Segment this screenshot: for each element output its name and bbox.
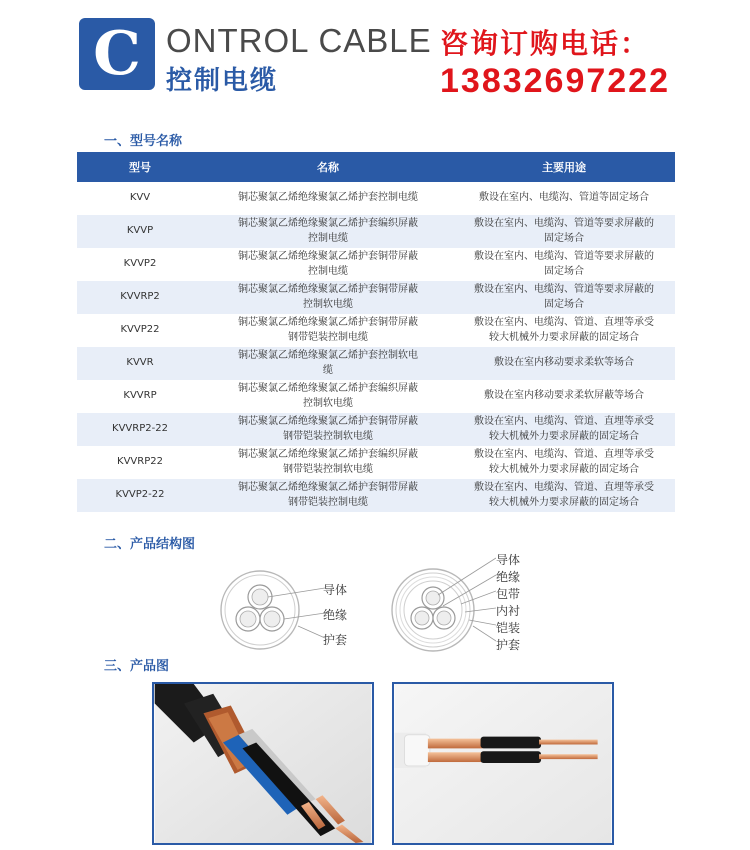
cell-name: 铜芯聚氯乙烯绝缘聚氯乙烯护套铜带屏蔽钢带铠装控制电缆: [203, 314, 453, 347]
cell-model: KVVP2-22: [77, 479, 203, 512]
cell-use: 敷设在室内、电缆沟、管道等固定场合: [453, 182, 675, 215]
cell-name: 铜芯聚氯乙烯绝缘聚氯乙烯护套控制软电缆: [203, 347, 453, 380]
brand-english-name: ONTROL CABLE: [166, 22, 432, 59]
cell-name: 铜芯聚氯乙烯绝缘聚氯乙烯护套编织屏蔽控制电缆: [203, 215, 453, 248]
label-wrapping-tape: 包带: [496, 587, 521, 601]
section-title-models: 一、型号名称: [104, 134, 183, 149]
cell-model: KVVRP: [77, 380, 203, 413]
label-conductor: 导体: [496, 553, 521, 567]
cell-name: 铜芯聚氯乙烯绝缘聚氯乙烯护套控制电缆: [203, 182, 453, 215]
cell-model: KVV: [77, 182, 203, 215]
cell-use: 敷设在室内、电缆沟、管道等要求屏蔽的固定场合: [453, 281, 675, 314]
label-armor: 铠装: [496, 621, 521, 635]
label-conductor: 导体: [323, 583, 348, 597]
cell-model: KVVR: [77, 347, 203, 380]
cell-use: 敷设在室内、电缆沟、管道、直埋等承受较大机械外力要求屏蔽的固定场合: [453, 446, 675, 479]
cell-model: KVVRP2: [77, 281, 203, 314]
cell-use: 敷设在室内移动要求柔软屏蔽等场合: [453, 380, 675, 413]
cell-name: 铜芯聚氯乙烯绝缘聚氯乙烯护套铜带屏蔽钢带铠装控制软电缆: [203, 413, 453, 446]
table-row: [77, 380, 675, 413]
label-insulation: 绝缘: [496, 570, 521, 584]
cable-cross-section-armored: [388, 548, 496, 656]
hotline-label: 咨询订购电话：: [440, 27, 651, 60]
spec-table: [77, 152, 675, 512]
label-sheath: 护套: [323, 633, 348, 647]
logo-letter: C: [93, 19, 141, 89]
cell-model: KVVP: [77, 215, 203, 248]
column-header-name: 名称: [203, 152, 453, 182]
table-row: [77, 215, 675, 248]
table-row: [77, 446, 675, 479]
label-insulation: 绝缘: [323, 608, 348, 622]
section-title-photos: 三、产品图: [104, 659, 170, 674]
cell-name: 铜芯聚氯乙烯绝缘聚氯乙烯护套铜带屏蔽控制软电缆: [203, 281, 453, 314]
table-row: [77, 413, 675, 446]
table-row: [77, 281, 675, 314]
cell-use: 敷设在室内、电缆沟、管道等要求屏蔽的固定场合: [453, 248, 675, 281]
cell-name: 铜芯聚氯乙烯绝缘聚氯乙烯护套铜带屏蔽控制电缆: [203, 248, 453, 281]
table-row: [77, 248, 675, 281]
table-row: [77, 479, 675, 512]
section-title-structure: 二、产品结构图: [104, 537, 196, 552]
brand-chinese-name: 控制电缆: [166, 66, 279, 96]
label-sheath: 护套: [496, 638, 521, 652]
table-row: [77, 182, 675, 215]
column-header-model: 型号: [77, 152, 203, 182]
cell-use: 敷设在室内、电缆沟、管道、直埋等承受较大机械外力要求屏蔽的固定场合: [453, 413, 675, 446]
hotline-number[interactable]: 13832697222: [440, 62, 671, 100]
cell-name: 铜芯聚氯乙烯绝缘聚氯乙烯护套铜带屏蔽钢带铠装控制电缆: [203, 479, 453, 512]
logo: [79, 18, 155, 90]
cell-model: KVVP2: [77, 248, 203, 281]
cell-model: KVVRP22: [77, 446, 203, 479]
label-inner-lining: 内衬: [496, 604, 521, 618]
column-header-use: 主要用途: [453, 152, 675, 182]
cell-use: 敷设在室内、电缆沟、管道、直埋等承受较大机械外力要求屏蔽的固定场合: [453, 479, 675, 512]
product-photo-shielded-cable: [152, 682, 374, 845]
cell-use: 敷设在室内、电缆沟、管道、直埋等承受较大机械外力要求屏蔽的固定场合: [453, 314, 675, 347]
table-row: [77, 314, 675, 347]
table-header-row: [77, 152, 675, 182]
cell-model: KVVRP2-22: [77, 413, 203, 446]
cell-model: KVVP22: [77, 314, 203, 347]
cell-name: 铜芯聚氯乙烯绝缘聚氯乙烯护套编织屏蔽钢带铠装控制软电缆: [203, 446, 453, 479]
cable-cross-section-unarmored: [215, 566, 325, 654]
table-row: [77, 347, 675, 380]
cell-use: 敷设在室内、电缆沟、管道等要求屏蔽的固定场合: [453, 215, 675, 248]
product-photo-control-cable: [392, 682, 614, 845]
cell-use: 敷设在室内移动要求柔软等场合: [453, 347, 675, 380]
cell-name: 铜芯聚氯乙烯绝缘聚氯乙烯护套编织屏蔽控制软电缆: [203, 380, 453, 413]
